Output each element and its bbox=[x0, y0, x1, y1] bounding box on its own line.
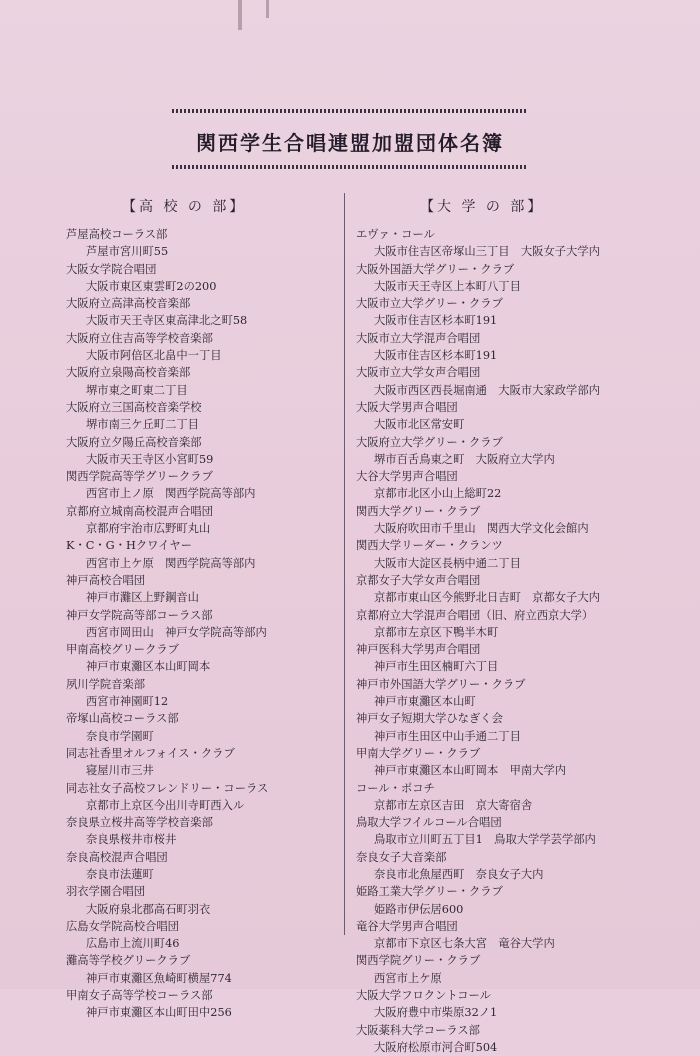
list-item bbox=[66, 468, 342, 503]
organization-name: 神戸市外国語大学グリー・クラブ bbox=[356, 677, 526, 691]
organization-name: 関西大学リーダー・クランツ bbox=[356, 539, 503, 553]
organization-address: 大阪市西区西長堀南通 大阪市大家政学部内 bbox=[374, 383, 600, 397]
organization-name: 神戸医科大学男声合唱団 bbox=[356, 643, 481, 657]
organization-name: 大阪大学フロクントコール bbox=[356, 989, 491, 1003]
organization-address: 大阪市天王寺区上本町八丁目 bbox=[374, 279, 521, 293]
university-list bbox=[356, 226, 686, 1056]
organization-address: 芦屋市宮川町55 bbox=[86, 245, 169, 259]
organization-address: 大阪府松原市河合町504 bbox=[374, 1040, 498, 1054]
organization-name: 京都女子大学女声合唱団 bbox=[356, 573, 481, 587]
list-item bbox=[66, 676, 342, 711]
university-column bbox=[356, 196, 686, 1056]
organization-name: 大阪府立三国高校音楽学校 bbox=[66, 400, 202, 414]
list-item bbox=[356, 295, 686, 330]
organization-address: 大阪市大淀区長柄中通二丁目 bbox=[374, 556, 521, 570]
organization-name: 大阪府立住吉高等学校音楽部 bbox=[66, 331, 213, 345]
organization-name: 京都府立大学混声合唱団（旧、府立西京大学） bbox=[356, 608, 594, 622]
organization-name: 広島女学院高校合唱団 bbox=[66, 919, 179, 933]
organization-address: 神戸市生田区中山手通二丁目 bbox=[374, 729, 521, 743]
organization-address: 京都市左京区下鴨半木町 bbox=[374, 625, 499, 639]
organization-name: 大阪女学院合唱団 bbox=[66, 262, 157, 276]
organization-address: 大阪府吹田市千里山 関西大学文化会館内 bbox=[374, 522, 589, 536]
list-item bbox=[66, 226, 342, 261]
list-item bbox=[356, 399, 686, 434]
list-item bbox=[66, 434, 342, 469]
list-item bbox=[66, 364, 342, 399]
organization-address: 堺市南三ケ丘町二丁目 bbox=[86, 418, 199, 432]
organization-name: 鳥取大学フイルコール合唱団 bbox=[356, 816, 502, 830]
list-item bbox=[66, 607, 342, 642]
organization-address: 奈良市学園町 bbox=[86, 729, 154, 743]
university-heading: 【大 学 の 部】 bbox=[420, 199, 545, 215]
organization-name: 大阪府立夕陽丘高校音楽部 bbox=[66, 435, 202, 449]
organization-name: 大阪薬科大学コーラス部 bbox=[356, 1023, 480, 1037]
list-item bbox=[356, 849, 686, 884]
organization-address: 西宮市上ノ原 関西学院高等部内 bbox=[86, 487, 256, 501]
organization-name: K・C・G・Hクワイヤー bbox=[66, 539, 192, 553]
organization-name: 奈良県立桜井高等学校音楽部 bbox=[66, 816, 213, 830]
organization-address: 京都市東山区今熊野北日吉町 京都女子大内 bbox=[374, 591, 600, 605]
organization-address: 大阪市住吉区杉本町191 bbox=[374, 349, 498, 363]
list-item bbox=[66, 814, 342, 849]
organization-address: 大阪市天王寺区小宮町59 bbox=[86, 452, 214, 466]
list-item bbox=[356, 607, 686, 642]
organization-name: エヴァ・コール bbox=[356, 228, 435, 241]
organization-address: 寝屋川市三井 bbox=[86, 764, 154, 778]
list-item bbox=[66, 537, 342, 572]
list-item bbox=[356, 987, 686, 1022]
list-item bbox=[66, 503, 342, 538]
list-item bbox=[66, 987, 342, 1022]
organization-address: 神戸市東灘区本山町岡本 bbox=[86, 660, 211, 674]
list-item bbox=[66, 641, 342, 676]
organization-address: 大阪府泉北郡高石町羽衣 bbox=[86, 902, 211, 916]
title-rule-top bbox=[172, 109, 528, 113]
organization-address: 大阪市阿倍区北畠中一丁目 bbox=[86, 349, 222, 363]
list-item bbox=[356, 676, 686, 711]
organization-address: 京都市上京区今出川寺町西入ル bbox=[86, 798, 245, 812]
list-item bbox=[356, 952, 686, 987]
organization-address: 西宮市上ケ原 関西学院高等部内 bbox=[86, 556, 256, 570]
list-item bbox=[66, 918, 342, 953]
organization-address: 神戸市東灘区本山町岡本 甲南大学内 bbox=[374, 764, 567, 778]
list-item bbox=[66, 295, 342, 330]
organization-address: 奈良市法蓮町 bbox=[86, 867, 154, 881]
organization-address: 大阪市住吉区帝塚山三丁目 大阪女子大学内 bbox=[374, 245, 600, 259]
organization-name: 芦屋高校コーラス部 bbox=[66, 228, 168, 241]
list-item bbox=[356, 918, 686, 953]
organization-address: 京都府宇治市広野町丸山 bbox=[86, 522, 211, 536]
organization-address: 京都市北区小山上総町22 bbox=[374, 487, 502, 501]
list-item bbox=[66, 745, 342, 780]
organization-address: 奈良市北魚屋西町 奈良女子大内 bbox=[374, 867, 544, 881]
organization-name: 奈良高校混声合唱団 bbox=[66, 850, 168, 864]
organization-address: 堺市東之町東二丁目 bbox=[86, 383, 188, 397]
organization-address: 西宮市上ケ原 bbox=[374, 971, 442, 985]
list-item bbox=[356, 814, 686, 849]
list-item bbox=[66, 399, 342, 434]
paper-edge-mark bbox=[266, 0, 269, 18]
list-item bbox=[66, 330, 342, 365]
list-item bbox=[356, 503, 686, 538]
organization-address: 鳥取市立川町五丁目1 鳥取大学学芸学部内 bbox=[374, 833, 596, 847]
list-item bbox=[66, 780, 342, 815]
list-item bbox=[356, 434, 686, 469]
list-item bbox=[66, 572, 342, 607]
list-item bbox=[356, 226, 686, 261]
list-item bbox=[356, 537, 686, 572]
high-school-heading: 【高 校 の 部】 bbox=[122, 199, 247, 215]
organization-name: 関西学院グリー・クラブ bbox=[356, 954, 481, 968]
organization-name: 大阪大学男声合唱団 bbox=[356, 400, 458, 414]
organization-address: 姫路市伊伝居600 bbox=[374, 902, 464, 916]
list-item bbox=[356, 468, 686, 503]
organization-name: 羽衣学園合唱団 bbox=[66, 885, 146, 899]
organization-name: 神戸高校合唱団 bbox=[66, 573, 146, 587]
organization-address: 神戸市灘区上野鋼音山 bbox=[86, 591, 199, 605]
organization-address: 神戸市東灘区本山町田中256 bbox=[86, 1006, 232, 1020]
organization-name: 同志社女子高校フレンドリー・コーラス bbox=[66, 781, 269, 795]
list-item bbox=[66, 883, 342, 918]
column-divider bbox=[344, 193, 345, 935]
high-school-list bbox=[66, 226, 342, 1022]
list-item bbox=[66, 849, 342, 884]
organization-name: 灘高等学校グリークラブ bbox=[66, 954, 191, 968]
organization-name: 大谷大学男声合唱団 bbox=[356, 470, 458, 484]
list-item bbox=[66, 261, 342, 296]
organization-name: 奈良女子大音楽部 bbox=[356, 850, 447, 864]
organization-address: 神戸市生田区楠町六丁目 bbox=[374, 660, 499, 674]
organization-address: 広島市上流川町46 bbox=[86, 937, 180, 951]
list-item bbox=[66, 710, 342, 745]
list-item bbox=[356, 710, 686, 745]
organization-address: 堺市百舌鳥東之町 大阪府立大学内 bbox=[374, 452, 555, 466]
list-item bbox=[356, 330, 686, 365]
organization-name: 帝塚山高校コーラス部 bbox=[66, 712, 179, 726]
organization-address: 大阪府豊中市柴原32ノ1 bbox=[374, 1006, 498, 1020]
organization-name: 大阪市立大学グリー・クラブ bbox=[356, 297, 503, 311]
list-item bbox=[356, 1022, 686, 1056]
organization-name: 甲南女子高等学校コーラス部 bbox=[66, 989, 213, 1003]
organization-name: 夙川学院音楽部 bbox=[66, 677, 146, 691]
organization-name: 大阪府立大学グリー・クラブ bbox=[356, 435, 503, 449]
organization-address: 京都市下京区七条大宮 竜谷大学内 bbox=[374, 937, 555, 951]
organization-name: 大阪府立高津高校音楽部 bbox=[66, 297, 191, 311]
page-title: 関西学生合唱連盟加盟団体名簿 bbox=[196, 131, 504, 155]
list-item bbox=[356, 572, 686, 607]
organization-name: 関西大学グリー・クラブ bbox=[356, 504, 481, 518]
organization-address: 大阪市東区東雲町2の200 bbox=[86, 279, 217, 293]
organization-name: 竜谷大学男声合唱団 bbox=[356, 919, 458, 933]
organization-address: 西宮市岡田山 神戸女学院高等部内 bbox=[86, 625, 267, 639]
organization-address: 神戸市東灘区本山町 bbox=[374, 695, 476, 709]
organization-address: 大阪市天王寺区東高津北之町58 bbox=[86, 314, 248, 328]
high-school-column bbox=[66, 196, 342, 1022]
organization-name: 大阪市立大学女声合唱団 bbox=[356, 366, 481, 380]
organization-address: 奈良県桜井市桜井 bbox=[86, 833, 177, 847]
organization-name: 甲南高校グリークラブ bbox=[66, 643, 179, 657]
organization-address: 神戸市東灘区魚崎町横屋774 bbox=[86, 971, 232, 985]
list-item bbox=[356, 261, 686, 296]
organization-name: 甲南大学グリー・クラブ bbox=[356, 746, 481, 760]
organization-name: コール・ポコチ bbox=[356, 781, 435, 795]
organization-name: 姫路工業大学グリー・クラブ bbox=[356, 885, 503, 899]
organization-name: 神戸女子短期大学ひなぎく会 bbox=[356, 712, 503, 726]
title-rule-bottom bbox=[172, 165, 528, 169]
list-item bbox=[356, 641, 686, 676]
organization-address: 京都市左京区吉田 京大寄宿舎 bbox=[374, 798, 533, 812]
paper-edge-mark bbox=[238, 0, 242, 30]
organization-name: 大阪市立大学混声合唱団 bbox=[356, 331, 481, 345]
organization-name: 神戸女学院高等部コーラス部 bbox=[66, 608, 213, 622]
organization-address: 大阪市北区常安町 bbox=[374, 418, 465, 432]
organization-name: 京都府立城南高校混声合唱団 bbox=[66, 504, 213, 518]
list-item bbox=[356, 780, 686, 815]
organization-address: 西宮市神園町12 bbox=[86, 695, 169, 709]
organization-name: 関西学院高等学グリークラブ bbox=[66, 470, 213, 484]
organization-name: 大阪府立泉陽高校音楽部 bbox=[66, 366, 191, 380]
list-item bbox=[356, 883, 686, 918]
list-item bbox=[66, 952, 342, 987]
list-item bbox=[356, 364, 686, 399]
organization-address: 大阪市住吉区杉本町191 bbox=[374, 314, 498, 328]
organization-name: 大阪外国語大学グリー・クラブ bbox=[356, 262, 515, 276]
organization-name: 同志社香里オルフォイス・クラブ bbox=[66, 746, 235, 760]
list-item bbox=[356, 745, 686, 780]
